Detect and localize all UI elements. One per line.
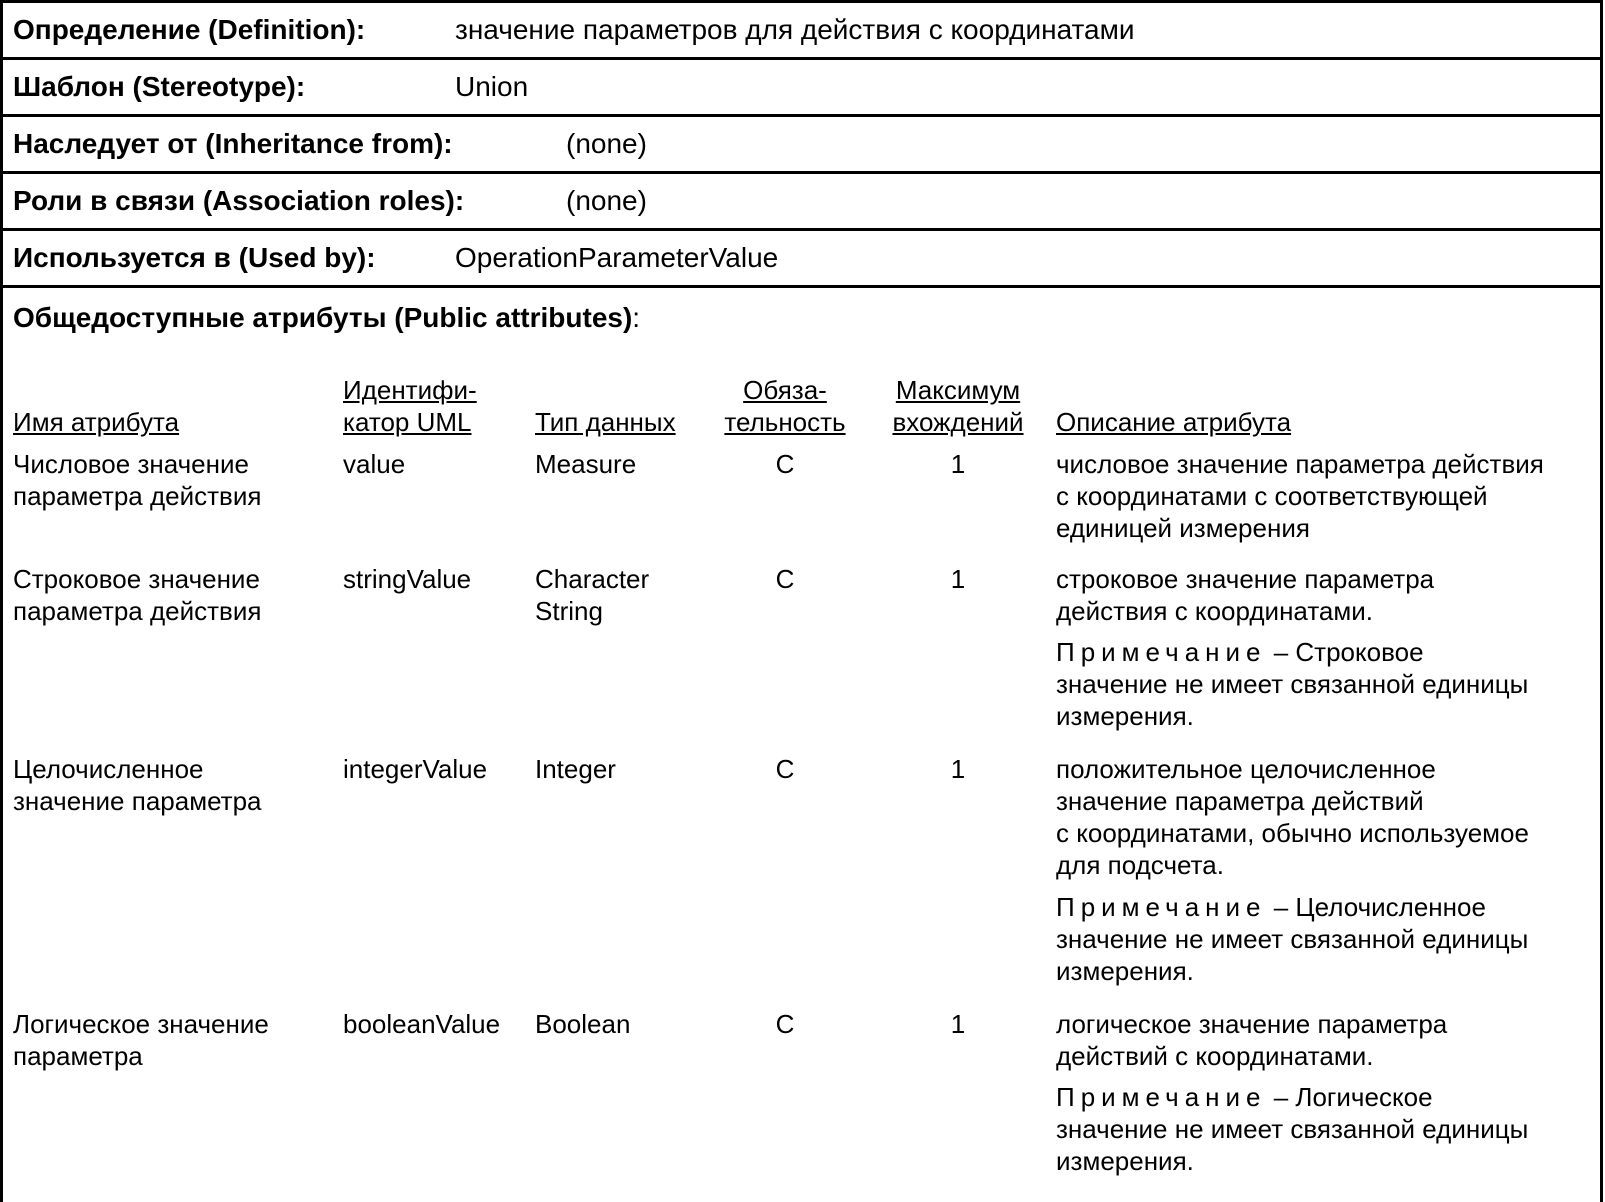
attr-type: Integer [535, 754, 616, 784]
note-label: Примечание [1056, 892, 1267, 922]
attr-name-line: параметра действия [13, 596, 262, 626]
stereotype-value: Union [455, 71, 529, 102]
row-stereotype [3, 60, 1600, 117]
attr-obligation: C [775, 449, 795, 479]
used-by-value: OperationParameterValue [455, 242, 779, 273]
attr-uml-id: integerValue [343, 754, 488, 784]
note-label: Примечание [1056, 637, 1267, 667]
attr-desc-line: для подсчета. [1056, 850, 1224, 880]
attr-name-line: Логическое значение [13, 1009, 269, 1039]
definition-value: значение параметров для действия с координатами [455, 14, 1135, 45]
attr-note-line: измерения. [1056, 701, 1194, 731]
attr-desc-line: числовое значение параметра действия [1056, 449, 1544, 479]
attr-note-line: значение не имеет связанной единицы [1056, 924, 1529, 954]
col-header-uml-line1: Идентифи- [343, 375, 477, 405]
used-by-label: Используется в (Used by): [13, 242, 376, 273]
definition-label: Определение (Definition): [13, 14, 366, 45]
attr-name-line: параметра [13, 1041, 143, 1071]
attr-note-line: Примечание – Логическое [1056, 1082, 1433, 1112]
public-attributes-title: Общедоступные атрибуты (Public attributes): [13, 302, 641, 333]
col-header-uml-line2: катор UML [343, 407, 472, 437]
inheritance-value: (none) [566, 128, 647, 159]
attr-uml-id: booleanValue [343, 1009, 501, 1039]
attr-type: Measure [535, 449, 637, 479]
col-header-name: Имя атрибута [13, 407, 180, 437]
attr-desc-line: значение параметра действий [1056, 786, 1424, 816]
attr-desc-line: положительное целочисленное [1056, 754, 1436, 784]
attr-note-line: Примечание – Строковое [1056, 637, 1424, 667]
note-label: Примечание [1056, 1082, 1267, 1112]
col-header-max-line2: вхождений [892, 407, 1024, 437]
attr-note-line: измерения. [1056, 1146, 1194, 1176]
attr-obligation: C [775, 1009, 795, 1039]
attr-desc-line: логическое значение параметра [1056, 1009, 1448, 1039]
attr-note-line: измерения. [1056, 956, 1194, 986]
attr-name-line: параметра действия [13, 481, 262, 511]
attr-note-line: Примечание – Целочисленное [1056, 892, 1486, 922]
attr-name-line: Строковое значение [13, 564, 260, 594]
attr-desc-line: действия с координатами. [1056, 596, 1374, 626]
attr-desc-line: строковое значение параметра [1056, 564, 1435, 594]
attr-max-occurs: 1 [950, 754, 966, 784]
attr-desc-line: с координатами с соответствующей [1056, 481, 1488, 511]
stereotype-label: Шаблон (Stereotype): [13, 71, 306, 102]
attr-uml-id: stringValue [343, 564, 472, 594]
col-header-max-line1: Максимум [895, 375, 1021, 405]
attr-type: Character [535, 564, 650, 594]
attr-type: String [535, 596, 603, 626]
attr-uml-id: value [343, 449, 406, 479]
row-used-by [3, 231, 1600, 288]
col-header-oblig-line1: Обяза- [743, 375, 827, 405]
attr-max-occurs: 1 [950, 449, 966, 479]
association-label: Роли в связи (Association roles): [13, 185, 465, 216]
attr-type: Boolean [535, 1009, 631, 1039]
attr-obligation: C [775, 754, 795, 784]
public-attributes-section [3, 288, 1600, 1202]
col-header-oblig-line2: тельность [724, 407, 846, 437]
association-value: (none) [566, 185, 647, 216]
col-header-type: Тип данных [535, 407, 676, 437]
attr-name-line: значение параметра [13, 786, 262, 816]
attr-name-line: Целочисленное [13, 754, 204, 784]
attr-max-occurs: 1 [950, 564, 966, 594]
attr-note-line: значение не имеет связанной единицы [1056, 669, 1529, 699]
attr-desc-line: с координатами, обычно используемое [1056, 818, 1529, 848]
row-association [3, 174, 1600, 231]
row-inheritance [3, 117, 1600, 174]
attr-obligation: C [775, 564, 795, 594]
attr-desc-line: действий с координатами. [1056, 1041, 1374, 1071]
col-header-desc: Описание атрибута [1056, 407, 1292, 437]
attr-max-occurs: 1 [950, 1009, 966, 1039]
row-definition [3, 3, 1600, 60]
inheritance-label: Наследует от (Inheritance from): [13, 128, 453, 159]
attr-note-line: значение не имеет связанной единицы [1056, 1114, 1529, 1144]
attr-name-line: Числовое значение [13, 449, 249, 479]
attr-desc-line: единицей измерения [1056, 513, 1310, 543]
